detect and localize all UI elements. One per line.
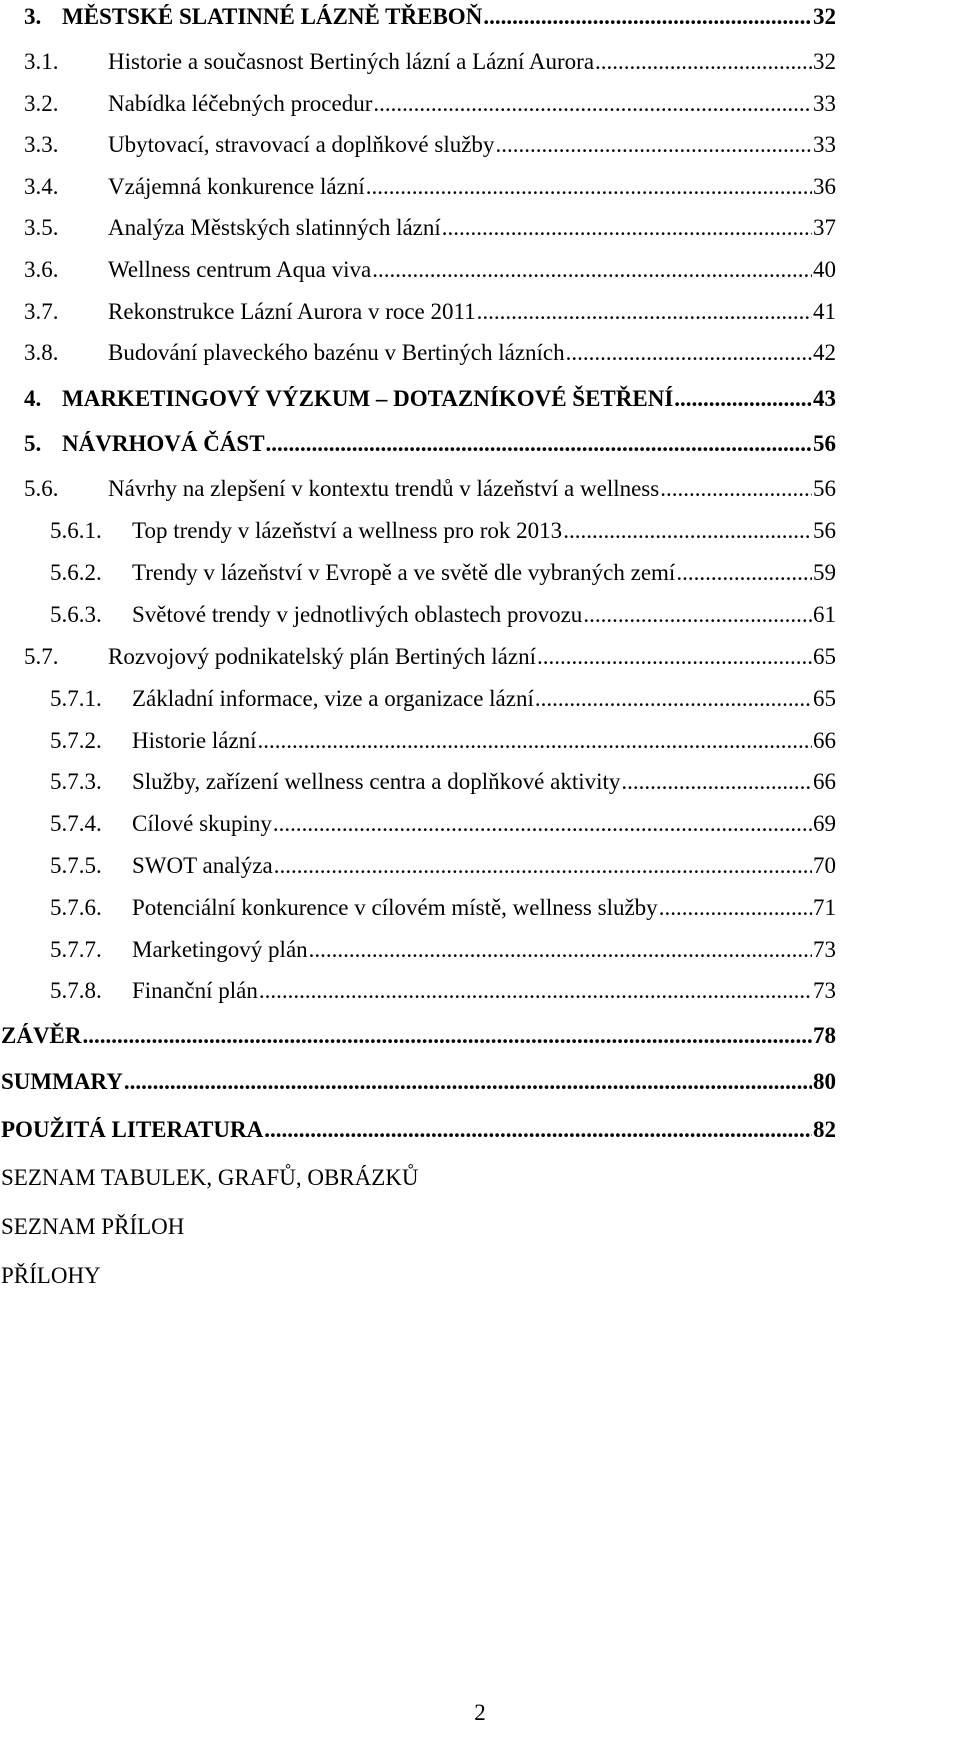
toc-entry[interactable] <box>24 89 836 119</box>
toc-entry-page: 82 <box>813 1117 836 1142</box>
toc-entry[interactable] <box>1 1115 836 1145</box>
toc-entry[interactable] <box>1 1261 836 1291</box>
toc-entry[interactable] <box>50 516 836 546</box>
toc-leader-dots <box>264 1115 812 1145</box>
toc-entry[interactable] <box>24 255 836 285</box>
toc-entry-page: 40 <box>813 257 836 282</box>
toc-entry[interactable] <box>24 297 836 327</box>
toc-leader-dots <box>535 684 812 714</box>
toc-entry-title: PŘÍLOHY <box>1 1263 101 1288</box>
toc-leader-dots <box>274 851 812 881</box>
toc-entry[interactable] <box>24 2 836 32</box>
toc-entry-page: 43 <box>813 386 836 411</box>
toc-leader-dots <box>366 172 812 202</box>
toc-entry-title: SEZNAM TABULEK, GRAFŮ, OBRÁZKŮ <box>1 1165 419 1190</box>
toc-entry-number: 5.7.8. <box>50 978 102 1003</box>
toc-leader-dots <box>621 767 812 797</box>
toc-entry[interactable] <box>50 767 836 797</box>
toc-entry[interactable] <box>24 384 836 414</box>
toc-entry[interactable] <box>50 558 836 588</box>
toc-entry-page: 65 <box>813 644 836 669</box>
toc-entry[interactable] <box>1 1163 836 1193</box>
toc-entry-page: 66 <box>813 728 836 753</box>
toc-leader-dots <box>563 516 812 546</box>
toc-entry-number: 3.2. <box>24 91 59 116</box>
toc-leader-dots <box>674 384 812 414</box>
toc-entry[interactable] <box>24 130 836 160</box>
toc-entry-title: Základní informace, vize a organizace lázní <box>132 686 534 711</box>
toc-entry[interactable] <box>24 642 836 672</box>
toc-entry[interactable] <box>50 976 836 1006</box>
toc-entry-title: Vzájemná konkurence lázní <box>108 174 365 199</box>
toc-entry[interactable] <box>50 684 836 714</box>
toc-leader-dots <box>83 1021 812 1051</box>
toc-leader-dots <box>266 429 812 459</box>
toc-entry[interactable] <box>50 851 836 881</box>
toc-entry-number: 5.7.2. <box>50 728 102 753</box>
toc-entry[interactable] <box>24 213 836 243</box>
toc-entry[interactable] <box>24 474 836 504</box>
toc-leader-dots <box>659 893 812 923</box>
toc-entry[interactable] <box>24 172 836 202</box>
toc-entry[interactable] <box>24 429 836 459</box>
toc-entry-title: Trendy v lázeňství v Evropě a ve světě dle vybraných zemí <box>132 560 676 585</box>
toc-entry-number: 5. <box>24 431 42 456</box>
toc-leader-dots <box>372 255 812 285</box>
toc-entry-number: 5.7.6. <box>50 895 102 920</box>
toc-entry-page: 65 <box>813 686 836 711</box>
toc-entry-title: Marketingový plán <box>132 937 308 962</box>
toc-leader-dots <box>124 1067 812 1097</box>
toc-entry-page: 73 <box>813 978 836 1003</box>
toc-entry-number: 3.6. <box>24 257 59 282</box>
toc-entry-title: Top trendy v lázeňství a wellness pro rok 2013 <box>132 518 563 543</box>
toc-entry[interactable] <box>1 1212 836 1242</box>
toc-entry-title: Potenciální konkurence v cílovém místě, wellness služby <box>132 895 658 920</box>
toc-entry-title: ZÁVĚR <box>1 1023 82 1048</box>
toc-entry-number: 4. <box>24 386 42 411</box>
toc-leader-dots <box>537 642 812 672</box>
toc-entry-title: Návrhy na zlepšení v kontextu trendů v lázeňství a wellness <box>108 476 660 501</box>
toc-entry-page: 71 <box>813 895 836 920</box>
toc-leader-dots <box>566 338 812 368</box>
toc-entry-number: 5.7.5. <box>50 853 102 878</box>
page-number: 2 <box>474 1700 486 1725</box>
toc-entry-title: POUŽITÁ LITERATURA <box>1 1117 264 1142</box>
toc-entry-title: MĚSTSKÉ SLATINNÉ LÁZNĚ TŘEBOŇ <box>62 4 483 29</box>
toc-entry-page: 36 <box>813 174 836 199</box>
toc-entry-number: 5.7.1. <box>50 686 102 711</box>
toc-leader-dots <box>442 213 812 243</box>
toc-entry-page: 59 <box>813 560 836 585</box>
toc-entry-page: 69 <box>813 811 836 836</box>
toc-entry-page: 32 <box>813 4 836 29</box>
toc-entry-title: SEZNAM PŘÍLOH <box>1 1214 185 1239</box>
toc-entry-page: 33 <box>813 132 836 157</box>
toc-entry-page: 56 <box>813 431 836 456</box>
toc-entry-number: 5.6.3. <box>50 602 102 627</box>
toc-entry-page: 42 <box>813 340 836 365</box>
toc-entry-number: 3.3. <box>24 132 59 157</box>
toc-entry-title: MARKETINGOVÝ VÝZKUM – DOTAZNÍKOVÉ ŠETŘENÍ <box>62 386 674 411</box>
toc-leader-dots <box>483 2 812 32</box>
toc-entry[interactable] <box>50 893 836 923</box>
toc-entry-number: 5.7.3. <box>50 769 102 794</box>
toc-entry-number: 3.5. <box>24 215 59 240</box>
toc-entry-page: 78 <box>813 1023 836 1048</box>
toc-leader-dots <box>309 935 812 965</box>
toc-leader-dots <box>273 809 812 839</box>
toc-leader-dots <box>477 297 812 327</box>
toc-entry-number: 3.7. <box>24 299 59 324</box>
toc-entry-title: Budování plaveckého bazénu v Bertiných lázních <box>108 340 565 365</box>
toc-entry-title: NÁVRHOVÁ ČÁST <box>62 431 265 456</box>
toc-entry-page: 32 <box>813 49 836 74</box>
toc-entry[interactable] <box>24 47 836 77</box>
toc-entry-title: Finanční plán <box>132 978 258 1003</box>
toc-entry-number: 3.1. <box>24 49 59 74</box>
toc-entry[interactable] <box>1 1067 836 1097</box>
toc-entry-title: Wellness centrum Aqua viva <box>108 257 372 282</box>
toc-entry-number: 5.7.7. <box>50 937 102 962</box>
toc-entry-number: 3. <box>24 4 42 29</box>
toc-entry-title: Historie a současnost Bertiných lázní a Lázní Aurora <box>108 49 595 74</box>
toc-entry-title: Služby, zařízení wellness centra a doplňkové aktivity <box>132 769 621 794</box>
toc-leader-dots <box>676 558 812 588</box>
toc-entry-number: 5.6. <box>24 476 59 501</box>
toc-leader-dots <box>583 600 812 630</box>
toc-entry-title: Nabídka léčebných procedur <box>108 91 373 116</box>
toc-entry-number: 3.8. <box>24 340 59 365</box>
toc-leader-dots <box>495 130 812 160</box>
toc-leader-dots <box>595 47 812 77</box>
toc-entry-page: 73 <box>813 937 836 962</box>
toc-entry-title: SWOT analýza <box>132 853 273 878</box>
toc-entry-number: 3.4. <box>24 174 59 199</box>
toc-entry-number: 5.7.4. <box>50 811 102 836</box>
toc-entry-page: 56 <box>813 518 836 543</box>
toc-entry-page: 56 <box>813 476 836 501</box>
toc-entry-title: Cílové skupiny <box>132 811 272 836</box>
toc-entry-title: Analýza Městských slatinných lázní <box>108 215 441 240</box>
toc-entry-number: 5.6.2. <box>50 560 102 585</box>
toc-entry-title: Světové trendy v jednotlivých oblastech provozu <box>132 602 583 627</box>
toc-entry-title: Rekonstrukce Lázní Aurora v roce 2011 <box>108 299 476 324</box>
toc-leader-dots <box>258 726 812 756</box>
toc-leader-dots <box>373 89 812 119</box>
toc-entry[interactable] <box>1 1021 836 1051</box>
toc-entry-number: 5.6.1. <box>50 518 102 543</box>
toc-entry-number: 5.7. <box>24 644 59 669</box>
toc-entry-page: 33 <box>813 91 836 116</box>
toc-entry-title: Ubytovací, stravovací a doplňkové služby <box>108 132 495 157</box>
toc-entry-title: Historie lázní <box>132 728 257 753</box>
toc-entry[interactable] <box>50 726 836 756</box>
toc-entry[interactable] <box>24 338 836 368</box>
toc-entry-page: 41 <box>813 299 836 324</box>
toc-entry-title: SUMMARY <box>1 1069 123 1094</box>
toc-entry-page: 70 <box>813 853 836 878</box>
toc-entry-page: 37 <box>813 215 836 240</box>
toc-entry-title: Rozvojový podnikatelský plán Bertiných lázní <box>108 644 536 669</box>
toc-entry[interactable] <box>50 935 836 965</box>
toc-entry-page: 80 <box>813 1069 836 1094</box>
toc-entry[interactable] <box>50 600 836 630</box>
toc-leader-dots <box>660 474 812 504</box>
toc-entry[interactable] <box>50 809 836 839</box>
toc-leader-dots <box>259 976 812 1006</box>
toc-entry-page: 66 <box>813 769 836 794</box>
toc-entry-page: 61 <box>813 602 836 627</box>
